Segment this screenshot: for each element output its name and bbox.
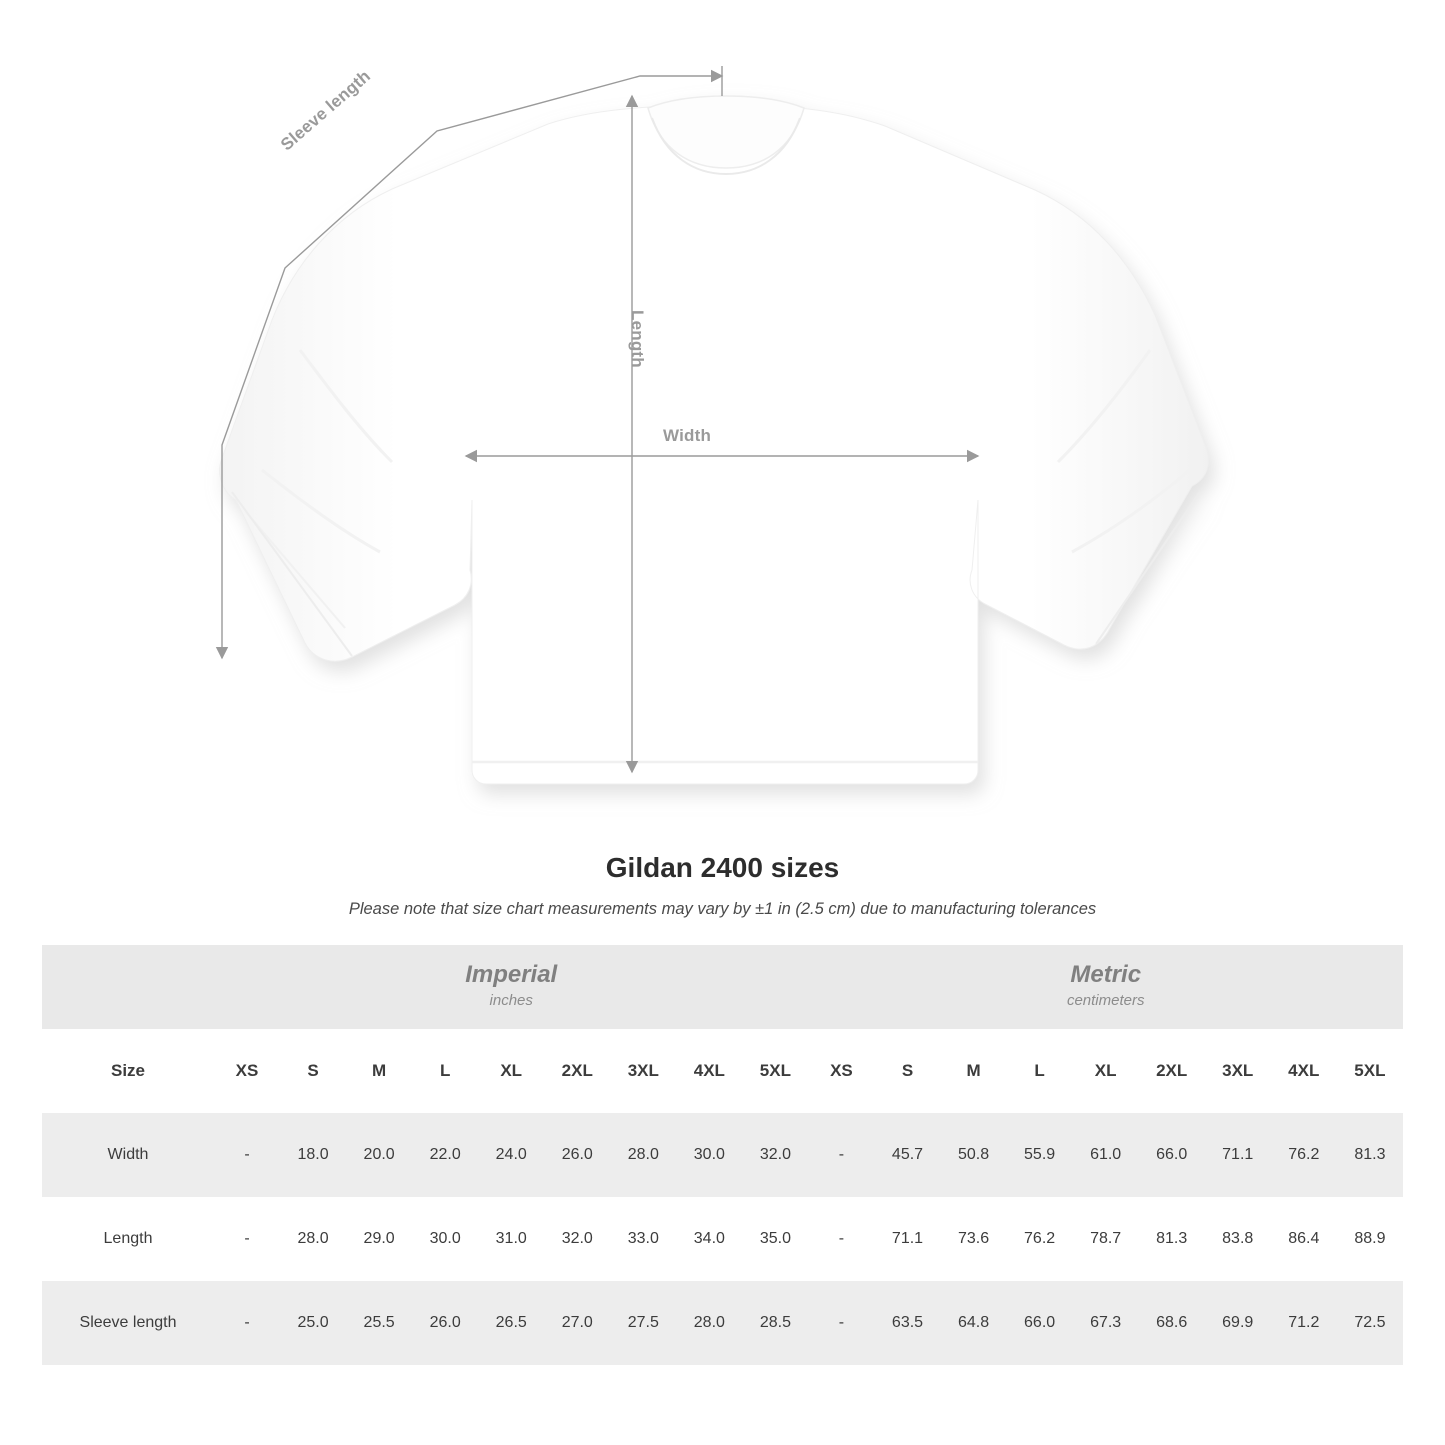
size-header-imperial-m: M <box>346 1029 412 1113</box>
size-header-imperial-4xl: 4XL <box>676 1029 742 1113</box>
sleeve-length-dimension-label: Sleeve length <box>277 66 375 155</box>
unit-header-spacer <box>42 945 214 1029</box>
size-header-imperial-5xl: 5XL <box>742 1029 808 1113</box>
size-header-metric-s: S <box>874 1029 940 1113</box>
sleeve-imperial-xl: 26.5 <box>478 1281 544 1365</box>
sleeve-imperial-m: 25.5 <box>346 1281 412 1365</box>
size-header-metric-2xl: 2XL <box>1139 1029 1205 1113</box>
length-metric-5xl: 88.9 <box>1337 1197 1403 1281</box>
length-imperial-5xl: 35.0 <box>742 1197 808 1281</box>
sleeve-imperial-xs: - <box>214 1281 280 1365</box>
size-row-header: Size <box>42 1029 214 1113</box>
width-imperial-s: 18.0 <box>280 1113 346 1197</box>
unit-header-metric <box>808 945 1403 1029</box>
length-imperial-3xl: 33.0 <box>610 1197 676 1281</box>
length-metric-l: 76.2 <box>1007 1197 1073 1281</box>
width-imperial-xl: 24.0 <box>478 1113 544 1197</box>
length-imperial-m: 29.0 <box>346 1197 412 1281</box>
sleeve-imperial-3xl: 27.5 <box>610 1281 676 1365</box>
size-header-metric-4xl: 4XL <box>1271 1029 1337 1113</box>
width-metric-xs: - <box>808 1113 874 1197</box>
size-chart-table <box>42 945 1403 1365</box>
length-metric-xl: 78.7 <box>1073 1197 1139 1281</box>
length-imperial-xl: 31.0 <box>478 1197 544 1281</box>
sleeve-metric-l: 66.0 <box>1007 1281 1073 1365</box>
sleeve-imperial-2xl: 27.0 <box>544 1281 610 1365</box>
table-row <box>42 1197 1403 1281</box>
size-header-imperial-s: S <box>280 1029 346 1113</box>
size-header-metric-l: L <box>1007 1029 1073 1113</box>
sleeve-metric-2xl: 68.6 <box>1139 1281 1205 1365</box>
size-chart-table-wrap <box>42 945 1403 1365</box>
width-metric-s: 45.7 <box>874 1113 940 1197</box>
width-metric-l: 55.9 <box>1007 1113 1073 1197</box>
length-imperial-s: 28.0 <box>280 1197 346 1281</box>
size-header-metric-xl: XL <box>1073 1029 1139 1113</box>
row-label-sleeve-length: Sleeve length <box>42 1281 214 1365</box>
table-row <box>42 1113 1403 1197</box>
sleeve-imperial-4xl: 28.0 <box>676 1281 742 1365</box>
width-metric-3xl: 71.1 <box>1205 1113 1271 1197</box>
unit-sub-metric: centimeters <box>1066 991 1145 1009</box>
size-header-metric-3xl: 3XL <box>1205 1029 1271 1113</box>
unit-header-row <box>42 945 1403 1029</box>
size-header-imperial-l: L <box>412 1029 478 1113</box>
size-header-metric-5xl: 5XL <box>1337 1029 1403 1113</box>
sleeve-metric-xs: - <box>808 1281 874 1365</box>
unit-header-imperial <box>214 945 808 1029</box>
sleeve-metric-3xl: 69.9 <box>1205 1281 1271 1365</box>
sleeve-imperial-s: 25.0 <box>280 1281 346 1365</box>
shirt-shape <box>220 96 1209 784</box>
title-block <box>0 852 1445 919</box>
size-header-metric-xs: XS <box>808 1029 874 1113</box>
length-dimension-label: Length <box>628 310 647 368</box>
length-imperial-xs: - <box>214 1197 280 1281</box>
sleeve-imperial-5xl: 28.5 <box>742 1281 808 1365</box>
length-metric-m: 73.6 <box>941 1197 1007 1281</box>
length-imperial-l: 30.0 <box>412 1197 478 1281</box>
size-header-metric-m: M <box>941 1029 1007 1113</box>
length-metric-s: 71.1 <box>874 1197 940 1281</box>
width-imperial-m: 20.0 <box>346 1113 412 1197</box>
page-title: Gildan 2400 sizes <box>605 852 840 883</box>
length-metric-xs: - <box>808 1197 874 1281</box>
sleeve-metric-4xl: 71.2 <box>1271 1281 1337 1365</box>
row-label-width: Width <box>42 1113 214 1197</box>
tolerance-note: Please note that size chart measurements may vary by ±1 in (2.5 cm) due to manufacturing tolerances <box>348 900 1097 918</box>
size-header-imperial-2xl: 2XL <box>544 1029 610 1113</box>
width-dimension-label: Width <box>663 426 712 445</box>
width-imperial-3xl: 28.0 <box>610 1113 676 1197</box>
size-header-row <box>42 1029 1403 1113</box>
width-imperial-4xl: 30.0 <box>676 1113 742 1197</box>
size-header-imperial-xl: XL <box>478 1029 544 1113</box>
width-imperial-2xl: 26.0 <box>544 1113 610 1197</box>
width-imperial-l: 22.0 <box>412 1113 478 1197</box>
width-imperial-xs: - <box>214 1113 280 1197</box>
length-imperial-2xl: 32.0 <box>544 1197 610 1281</box>
sleeve-metric-s: 63.5 <box>874 1281 940 1365</box>
width-metric-4xl: 76.2 <box>1271 1113 1337 1197</box>
table-row <box>42 1281 1403 1365</box>
size-header-imperial-3xl: 3XL <box>610 1029 676 1113</box>
unit-name-imperial: Imperial <box>465 961 558 989</box>
width-imperial-5xl: 32.0 <box>742 1113 808 1197</box>
length-metric-4xl: 86.4 <box>1271 1197 1337 1281</box>
size-header-imperial-xs: XS <box>214 1029 280 1113</box>
width-metric-m: 50.8 <box>941 1113 1007 1197</box>
sleeve-imperial-l: 26.0 <box>412 1281 478 1365</box>
sleeve-metric-m: 64.8 <box>941 1281 1007 1365</box>
sleeve-metric-5xl: 72.5 <box>1337 1281 1403 1365</box>
length-metric-3xl: 83.8 <box>1205 1197 1271 1281</box>
row-label-length: Length <box>42 1197 214 1281</box>
unit-name-metric: Metric <box>1070 961 1142 989</box>
width-metric-xl: 61.0 <box>1073 1113 1139 1197</box>
length-imperial-4xl: 34.0 <box>676 1197 742 1281</box>
length-metric-2xl: 81.3 <box>1139 1197 1205 1281</box>
width-metric-5xl: 81.3 <box>1337 1113 1403 1197</box>
width-metric-2xl: 66.0 <box>1139 1113 1205 1197</box>
unit-sub-imperial: inches <box>489 991 533 1009</box>
sleeve-metric-xl: 67.3 <box>1073 1281 1139 1365</box>
